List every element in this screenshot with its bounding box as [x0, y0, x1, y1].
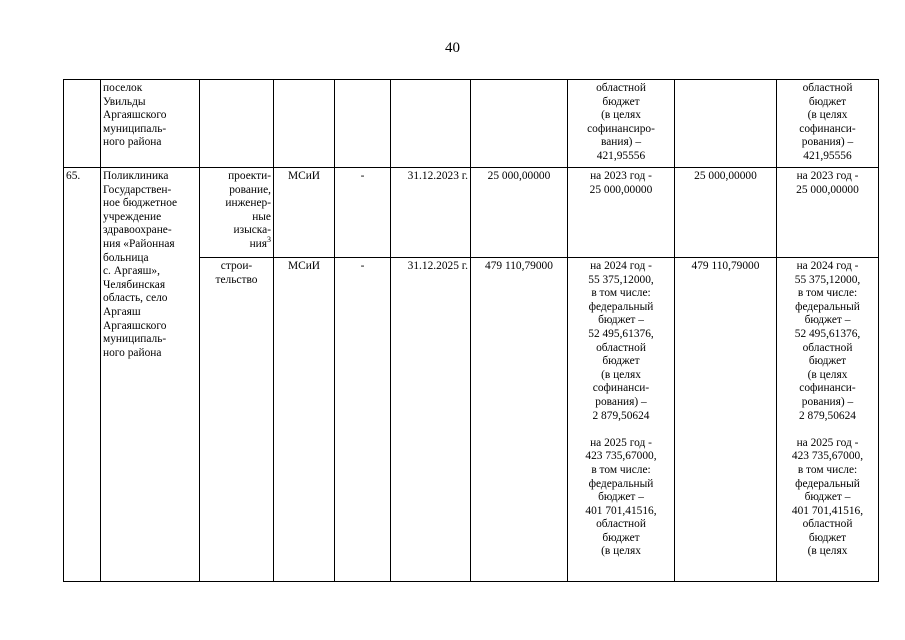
- investment-objects-table: [63, 79, 879, 582]
- work-type-cell: [200, 80, 274, 168]
- object-name-cell: поселок Увильды Аргаяшского муниципаль- ного района: [101, 80, 200, 168]
- work-type-cell: [200, 168, 274, 258]
- customer-cell: МСиИ: [274, 168, 335, 258]
- page-number: 40: [445, 40, 460, 56]
- cost-cell: 25 000,00000: [471, 168, 568, 258]
- customer-cell: [274, 80, 335, 168]
- dash-cell: -: [335, 258, 391, 582]
- cost-cell: 479 110,79000: [471, 258, 568, 582]
- limit-cell: 479 110,79000: [675, 258, 777, 582]
- deadline-cell: 31.12.2025 г.: [391, 258, 471, 582]
- customer-cell: МСиИ: [274, 258, 335, 582]
- limit-cell: [675, 80, 777, 168]
- funding-limit-cell: на 2024 год - 55 375,12000, в том числе: федеральный бюджет – 52 495,61376, областной бюджет (в целях софинанси- рования) – 2 879,50624 на 2025 год - 423 735,67000, в том числе: федеральный бюджет – 401 701,41516, областной бюджет (в целях: [777, 258, 879, 582]
- funding-limit-cell: на 2023 год - 25 000,00000: [777, 168, 879, 258]
- work-type-text: проекти- рование, инженер- ные изыска- ния: [225, 170, 271, 250]
- funding-limit-cell: областной бюджет (в целях софинанси- рования) – 421,95556: [777, 80, 879, 168]
- work-type-cell: строи- тельство: [200, 258, 274, 582]
- footnote-marker: 3: [267, 235, 271, 245]
- dash-cell: [335, 80, 391, 168]
- table-row: [64, 168, 879, 258]
- object-name-cell: Поликлиника Государствен- ное бюджетное учреждение здравоохране- ния «Районная больница с. Аргаяш», Челябинская область, село Аргаяш Аргаяшского муниципаль- ного района: [101, 168, 200, 582]
- deadline-cell: 31.12.2023 г.: [391, 168, 471, 258]
- funding-cell: на 2024 год - 55 375,12000, в том числе: федеральный бюджет – 52 495,61376, областной бюджет (в целях софинанси- рования) – 2 879,50624 на 2025 год - 423 735,67000, в том числе: федеральный бюджет – 401 701,41516, областной бюджет (в целях: [568, 258, 675, 582]
- dash-cell: -: [335, 168, 391, 258]
- cost-cell: [471, 80, 568, 168]
- row-number-cell: 65.: [64, 168, 101, 582]
- table-row: [64, 80, 879, 168]
- row-number-cell: [64, 80, 101, 168]
- funding-cell: на 2023 год - 25 000,00000: [568, 168, 675, 258]
- deadline-cell: [391, 80, 471, 168]
- limit-cell: 25 000,00000: [675, 168, 777, 258]
- funding-cell: областной бюджет (в целях софинансиро- вания) – 421,95556: [568, 80, 675, 168]
